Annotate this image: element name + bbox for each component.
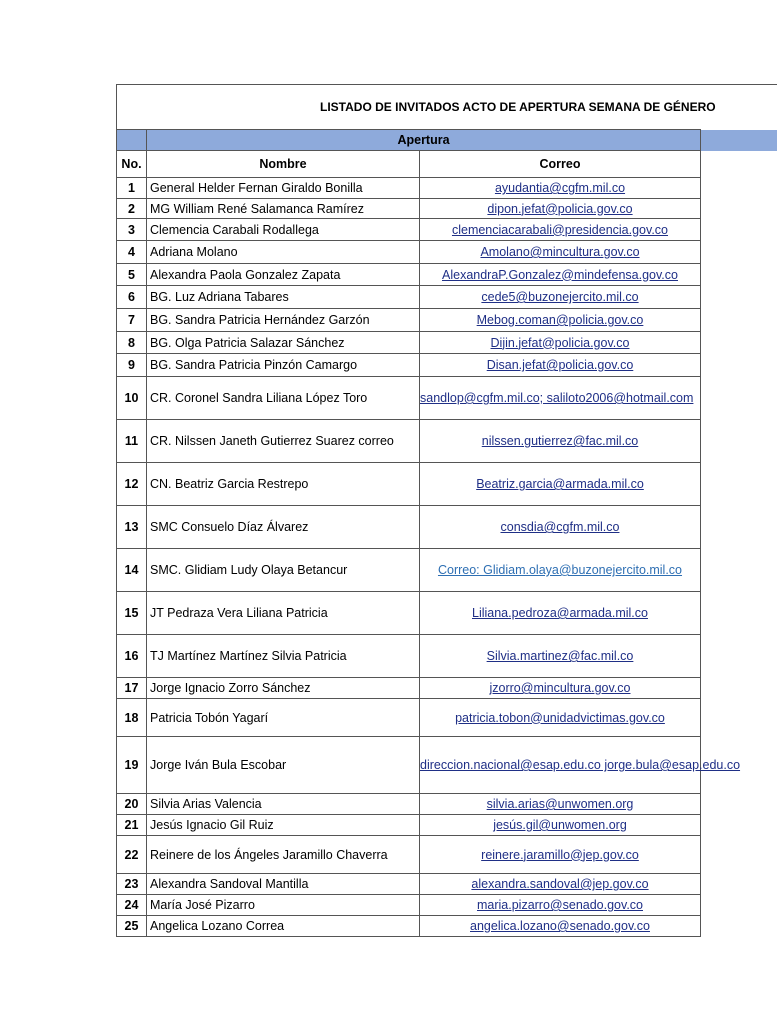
row-number: 3: [117, 219, 147, 241]
guest-name: Silvia Arias Valencia: [147, 794, 420, 815]
edge-cell: [701, 264, 777, 286]
guest-email-link[interactable]: cede5@buzonejercito.mil.co: [420, 286, 701, 309]
guest-email-link[interactable]: angelica.lozano@senado.gov.co: [420, 916, 701, 937]
table-row: [117, 309, 777, 332]
edge-cell: [701, 836, 777, 874]
row-number: 14: [117, 549, 147, 592]
guest-name: SMC Consuelo Díaz Álvarez: [147, 506, 420, 549]
guest-email-link[interactable]: sandlop@cgfm.mil.co; saliloto2006@hotmail.com: [420, 377, 701, 420]
row-number: 10: [117, 377, 147, 420]
row-number: 8: [117, 332, 147, 354]
row-number: 11: [117, 420, 147, 463]
row-number: 23: [117, 874, 147, 895]
edge-cell: [701, 377, 777, 420]
table-row: [117, 737, 777, 794]
guest-email-link[interactable]: reinere.jaramillo@jep.gov.co: [420, 836, 701, 874]
edge-cell: [701, 678, 777, 699]
guest-name: Angelica Lozano Correa: [147, 916, 420, 937]
table-row: [117, 836, 777, 874]
row-number: 9: [117, 354, 147, 377]
guest-name: Adriana Molano: [147, 241, 420, 264]
edge-cell: [701, 199, 777, 219]
guest-name: TJ Martínez Martínez Silvia Patricia: [147, 635, 420, 678]
edge-cell: [701, 332, 777, 354]
table-row: [117, 354, 777, 377]
sheet-title: LISTADO DE INVITADOS ACTO DE APERTURA SEMANA DE GÉNERO: [117, 85, 701, 130]
table-row: [117, 286, 777, 309]
edge-cell: [701, 354, 777, 377]
guest-email-link[interactable]: jesús.gil@unwomen.org: [420, 815, 701, 836]
row-number: 19: [117, 737, 147, 794]
edge-cell: [701, 286, 777, 309]
section-row: [117, 130, 777, 151]
edge-cell: [701, 916, 777, 937]
edge-cell: [701, 895, 777, 916]
header-correo: Correo: [420, 151, 701, 178]
guest-email-link[interactable]: patricia.tobon@unidadvictimas.gov.co: [420, 699, 701, 737]
guest-email-link[interactable]: jzorro@mincultura.gov.co: [420, 678, 701, 699]
edge-cell: [701, 178, 777, 199]
guest-email-link[interactable]: Amolano@mincultura.gov.co: [420, 241, 701, 264]
guest-name: Jorge Iván Bula Escobar: [147, 737, 420, 794]
guest-name: CR. Nilssen Janeth Gutierrez Suarez correo: [147, 420, 420, 463]
row-number: 1: [117, 178, 147, 199]
row-number: 7: [117, 309, 147, 332]
table-row: [117, 699, 777, 737]
guest-email-link[interactable]: alexandra.sandoval@jep.gov.co: [420, 874, 701, 895]
row-number: 22: [117, 836, 147, 874]
row-number: 17: [117, 678, 147, 699]
guest-name: Patricia Tobón Yagarí: [147, 699, 420, 737]
table-row: [117, 506, 777, 549]
row-number: 20: [117, 794, 147, 815]
table-row: [117, 678, 777, 699]
row-number: 18: [117, 699, 147, 737]
table-row: [117, 549, 777, 592]
row-number: 5: [117, 264, 147, 286]
edge-cell: [701, 815, 777, 836]
guest-name: Alexandra Sandoval Mantilla: [147, 874, 420, 895]
guest-name: BG. Sandra Patricia Hernández Garzón: [147, 309, 420, 332]
guest-email-link[interactable]: silvia.arias@unwomen.org: [420, 794, 701, 815]
row-number: 12: [117, 463, 147, 506]
table-row: [117, 420, 777, 463]
guest-email-link[interactable]: dipon.jefat@policia.gov.co: [420, 199, 701, 219]
table-row: [117, 463, 777, 506]
edge-cell: [701, 420, 777, 463]
guest-name: BG. Olga Patricia Salazar Sánchez: [147, 332, 420, 354]
table-row: [117, 916, 777, 937]
table-row: [117, 199, 777, 219]
header-nombre: Nombre: [147, 151, 420, 178]
table-row: [117, 178, 777, 199]
guest-email-link[interactable]: Dijin.jefat@policia.gov.co: [420, 332, 701, 354]
row-number: 6: [117, 286, 147, 309]
section-spacer-cell: [117, 130, 147, 151]
guest-email-link[interactable]: clemenciacarabali@presidencia.gov.co: [420, 219, 701, 241]
guest-name: CN. Beatriz Garcia Restrepo: [147, 463, 420, 506]
row-number: 16: [117, 635, 147, 678]
guest-name: SMC. Glidiam Ludy Olaya Betancur: [147, 549, 420, 592]
table-row: [117, 794, 777, 815]
table-row: [117, 332, 777, 354]
guest-email-link[interactable]: AlexandraP.Gonzalez@mindefensa.gov.co: [420, 264, 701, 286]
edge-cell: [701, 506, 777, 549]
guest-email-link[interactable]: consdia@cgfm.mil.co: [420, 506, 701, 549]
table-row: [117, 635, 777, 678]
edge-cell: [701, 463, 777, 506]
row-number: 15: [117, 592, 147, 635]
edge-cell: [701, 592, 777, 635]
table-row: [117, 874, 777, 895]
section-edge-cell: [701, 130, 777, 151]
edge-cell: [701, 635, 777, 678]
guest-email-link[interactable]: ayudantia@cgfm.mil.co: [420, 178, 701, 199]
edge-cell: [701, 219, 777, 241]
section-label: Apertura: [147, 130, 701, 151]
guest-email-link[interactable]: Mebog.coman@policia.gov.co: [420, 309, 701, 332]
table-row: [117, 377, 777, 420]
guest-name: General Helder Fernan Giraldo Bonilla: [147, 178, 420, 199]
header-no: No.: [117, 151, 147, 178]
table-row: [117, 264, 777, 286]
row-number: 4: [117, 241, 147, 264]
guest-name: Reinere de los Ángeles Jaramillo Chaverra: [147, 836, 420, 874]
guest-name: CR. Coronel Sandra Liliana López Toro: [147, 377, 420, 420]
row-number: 25: [117, 916, 147, 937]
edge-cell: [701, 241, 777, 264]
guest-name: JT Pedraza Vera Liliana Patricia: [147, 592, 420, 635]
guest-email-link[interactable]: maria.pizarro@senado.gov.co: [420, 895, 701, 916]
guest-name: Jorge Ignacio Zorro Sánchez: [147, 678, 420, 699]
guest-name: BG. Sandra Patricia Pinzón Camargo: [147, 354, 420, 377]
guest-name: Jesús Ignacio Gil Ruiz: [147, 815, 420, 836]
edge-cell: [701, 309, 777, 332]
guest-email-link[interactable]: direccion.nacional@esap.edu.co jorge.bula@esap.edu.co: [420, 737, 701, 794]
guest-email-link[interactable]: Beatriz.garcia@armada.mil.co: [420, 463, 701, 506]
guest-name: Clemencia Carabali Rodallega: [147, 219, 420, 241]
row-number: 24: [117, 895, 147, 916]
edge-cell: [701, 699, 777, 737]
guest-email-link[interactable]: Liliana.pedroza@armada.mil.co: [420, 592, 701, 635]
guest-email-link[interactable]: Disan.jefat@policia.gov.co: [420, 354, 701, 377]
guest-email-link[interactable]: nilssen.gutierrez@fac.mil.co: [420, 420, 701, 463]
title-row: [117, 85, 777, 130]
table-row: [117, 592, 777, 635]
edge-cell: [701, 794, 777, 815]
row-number: 13: [117, 506, 147, 549]
guest-name: BG. Luz Adriana Tabares: [147, 286, 420, 309]
guest-email-link[interactable]: Correo: Glidiam.olaya@buzonejercito.mil.co: [420, 549, 701, 592]
guest-list-table: [116, 84, 777, 937]
guest-name: MG William René Salamanca Ramírez: [147, 199, 420, 219]
table-row: [117, 815, 777, 836]
guest-name: María José Pizarro: [147, 895, 420, 916]
header-row: [117, 151, 777, 178]
guest-email-link[interactable]: Silvia.martinez@fac.mil.co: [420, 635, 701, 678]
table-row: [117, 219, 777, 241]
table-row: [117, 241, 777, 264]
edge-cell: [701, 549, 777, 592]
row-number: 2: [117, 199, 147, 219]
header-edge-cell: [701, 151, 777, 178]
row-number: 21: [117, 815, 147, 836]
edge-cell: [701, 874, 777, 895]
guest-name: Alexandra Paola Gonzalez Zapata: [147, 264, 420, 286]
table-row: [117, 895, 777, 916]
